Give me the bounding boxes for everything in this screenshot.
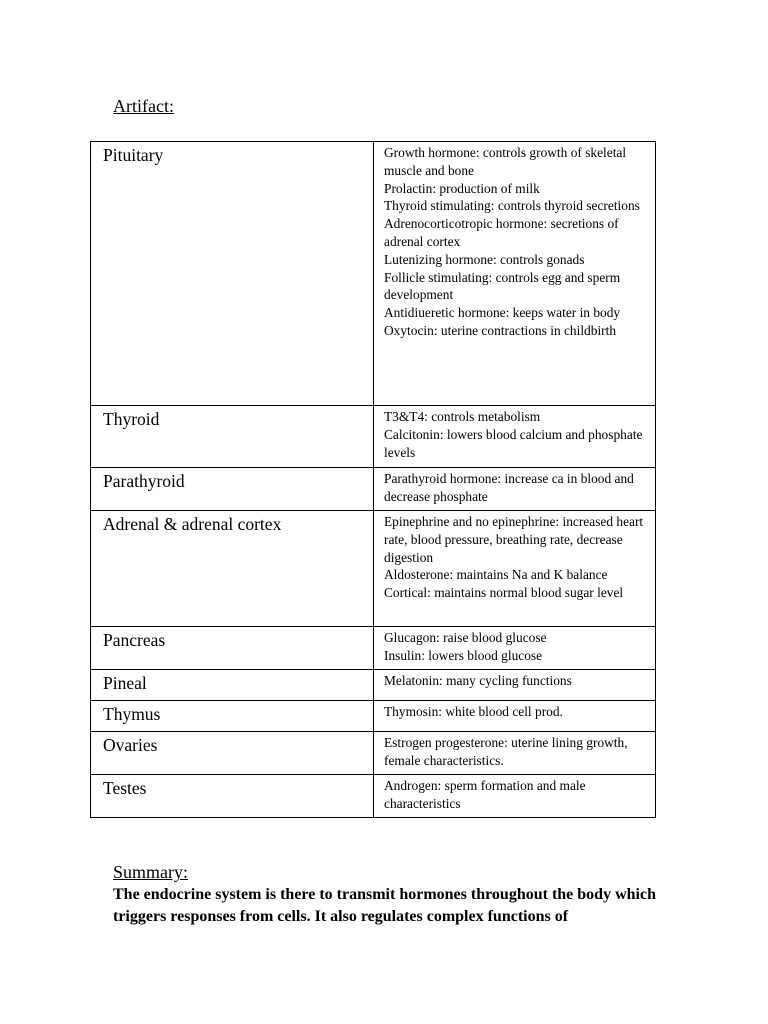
hormone-item: Prolactin: production of milk [384,180,540,196]
hormone-item: Follicle stimulating: controls egg and sperm development [384,269,621,303]
table-row-ovaries [91,732,656,775]
hormone-list-thyroid [374,406,656,468]
hormone-item: Thyroid stimulating: controls thyroid secretions [384,198,640,214]
gland-name-thyroid: Thyroid [91,406,374,468]
hormone-item: Cortical: maintains normal blood sugar level [384,585,624,601]
gland-name-adrenal: Adrenal & adrenal cortex [91,511,374,627]
table-row-pancreas [91,627,656,670]
gland-name-pineal: Pineal [91,670,374,701]
gland-name-testes: Testes [91,775,374,818]
summary-heading: Summary: [113,862,188,882]
table-row-pineal [91,670,656,701]
hormone-item: Androgen: sperm formation and male characteristics [384,778,586,811]
hormone-item: Parathyroid hormone: increase ca in blood and decrease phosphate [384,471,634,504]
hormone-item: Epinephrine and no epinephrine: increased heart rate, blood pressure, breathing rate, decrease digestion [384,514,644,565]
hormone-item: Glucagon: raise blood glucose [384,630,547,645]
hormone-list-pancreas [374,627,656,670]
hormone-item: Growth hormone: controls growth of skeletal muscle and bone [384,145,627,178]
gland-name-parathyroid: Parathyroid [91,468,374,511]
hormone-list-parathyroid [374,468,656,511]
table-row-testes [91,775,656,818]
table-row-adrenal [91,511,656,627]
hormone-list-testes [374,775,656,818]
hormone-item: Thymosin: white blood cell prod. [384,704,563,719]
hormone-item: Oxytocin: uterine contractions in childbirth [384,322,617,338]
hormone-list-ovaries [374,732,656,775]
hormone-list-thymus [374,701,656,732]
hormone-item: Aldosterone: maintains Na and K balance [384,567,608,583]
hormone-list-pituitary [374,142,656,406]
hormone-item: Adrenocorticotropic hormone: secretions of adrenal cortex [384,216,619,249]
gland-name-pituitary: Pituitary [91,142,374,406]
gland-hormone-table [90,141,656,818]
hormone-item: Lutenizing hormone: controls gonads [384,251,585,267]
gland-name-thymus: Thymus [91,701,374,732]
hormone-item: T3&T4: controls metabolism [384,409,541,424]
hormone-item: Antidiueretic hormone: keeps water in body [384,305,621,321]
gland-name-ovaries: Ovaries [91,732,374,775]
hormone-list-pineal [374,670,656,701]
hormone-list-adrenal [374,511,656,627]
table-row-thyroid [91,406,656,468]
table-row-pituitary [91,142,656,406]
table-row-parathyroid [91,468,656,511]
hormone-item: Insulin: lowers blood glucose [384,647,543,663]
summary-text: The endocrine system is there to transmit hormones throughout the body which triggers responses from cells. It also regulates complex functions of [113,886,656,925]
gland-name-pancreas: Pancreas [91,627,374,670]
hormone-item: Estrogen progesterone: uterine lining growth, female characteristics. [384,735,628,768]
hormone-item: Calcitonin: lowers blood calcium and phosphate levels [384,426,643,460]
hormone-item: Melatonin: many cycling functions [384,673,572,688]
artifact-heading: Artifact: [113,96,174,116]
table-row-thymus [91,701,656,732]
